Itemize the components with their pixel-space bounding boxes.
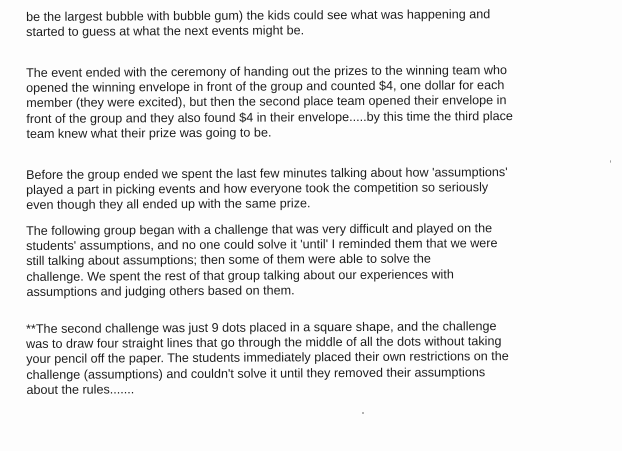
paragraph-4 — [26, 220, 618, 300]
text-line: front of the group and they also found $4 in their envelope.....by this time the third place — [26, 108, 513, 126]
text-line: students' assumptions, and no one could solve it 'until' I reminded them that we were — [26, 236, 498, 254]
text-line: opened the winning envelope in front of the group and counted $4, one dollar for each — [26, 78, 505, 96]
text-line: assumptions and judging others based on them. — [26, 283, 295, 299]
text-line: still talking about assumptions; then some of them were able to solve the — [26, 251, 431, 269]
scan-speck — [362, 412, 364, 414]
text-line: about the rules....... — [26, 382, 135, 397]
text-line: The following group began with a challenge that was very difficult and played on the — [26, 221, 493, 238]
text-line: started to guess at what the next events might be. — [26, 23, 305, 40]
text-line: challenge (assumptions) and couldn't solve it until they removed their assumptions — [26, 364, 486, 382]
paragraph-3 — [26, 164, 618, 213]
text-line: played a part in picking events and how everyone took the competition so seriously — [26, 180, 489, 198]
paragraph-5 — [26, 318, 618, 398]
text-line: team knew what their prize was going to be. — [26, 125, 272, 141]
text-line: Before the group ended we spent the last few minutes talking about how 'assumptions' — [26, 165, 508, 182]
text-line: be the largest bubble with bubble gum) the kids could see what was happening and — [26, 7, 491, 24]
text-line: even though they all ended up with the same prize. — [26, 196, 311, 213]
text-line: member (they were excited), but then the second place team opened their envelope in — [26, 93, 507, 111]
paragraph-1 — [26, 6, 618, 40]
scan-speck — [610, 160, 611, 163]
text-line: challenge. We spent the rest of that group talking about our experiences with — [26, 266, 454, 284]
paragraph-2 — [26, 62, 618, 142]
text-line: The event ended with the ceremony of handing out the prizes to the winning team who — [26, 63, 508, 80]
text-line: was to draw four straight lines that go through the middle of all the dots without taking — [26, 334, 502, 352]
text-line: **The second challenge was just 9 dots placed in a square shape, and the challenge — [26, 319, 497, 336]
text-line: your pencil off the paper. The students immediately placed their own restrictions on the — [26, 349, 509, 367]
